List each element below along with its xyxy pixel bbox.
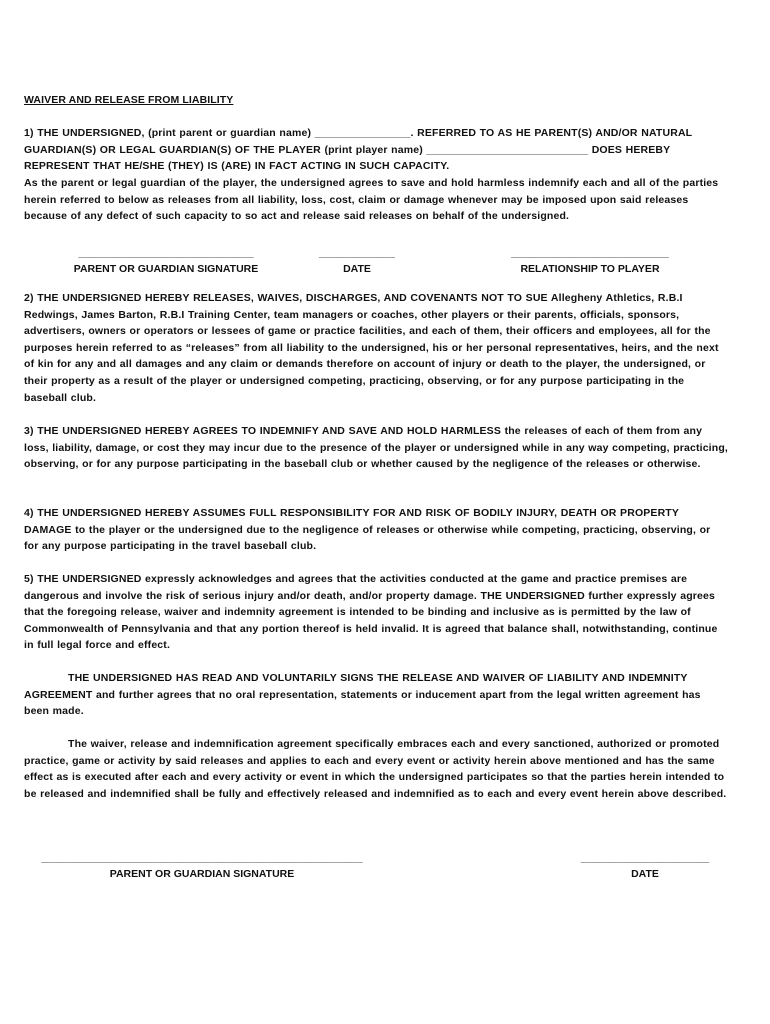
date-line: ______________________ [580, 852, 710, 864]
section-4-body: to the player or the undersigned due to the negligence of releases or otherwise while competing, practicing, observing, or for any purpose participating in the travel baseball club. [24, 523, 711, 553]
section-3-indemnify [24, 423, 728, 473]
relationship-line: ___________________________ [511, 247, 669, 259]
section-6-voluntary-signing [24, 670, 728, 720]
section-5-acknowledgement [24, 571, 728, 654]
date-line: _____________ [319, 247, 395, 259]
date-label: DATE [631, 868, 659, 880]
signature-label: PARENT OR GUARDIAN SIGNATURE [109, 868, 295, 880]
signature-line: _______________________________________________________ [41, 852, 363, 864]
section-7-scope [24, 736, 728, 802]
section-2-body: Allegheny Athletics, R.B.I Redwings, James Barton, R.B.I Training Center, team managers or coaches, other players or their parents, officials, sponsors, advertisers, owners or operators or lessees of game or practice facilities, and each of them, their officers and employees, all for the purposes herein referred to as “releases” from all liability to the undersigned, his or her personal representatives, heirs, and the next of kin for any and all damages and any claim or demands therefore on account of injury or death to the player, the undersigned, or their property as a result of the player or undersigned competing, practicing, observing, or for any purpose participating in the baseball club. [24, 292, 719, 404]
section-2-lead: 2) THE UNDERSIGNED HEREBY RELEASES, WAIVES, DISCHARGES, AND COVENANTS NOT TO SUE [24, 292, 548, 304]
section-3-lead: 3) THE UNDERSIGNED HEREBY AGREES TO INDEMNIFY AND SAVE AND HOLD HARMLESS [24, 425, 501, 437]
relationship-field[interactable] [498, 247, 682, 275]
section-7-body: The waiver, release and indemnification agreement specifically embraces each and every sanctioned, authorized or promoted practice, game or activity by said releases and applies to each and every event or activity herein above mentioned and has the same effect as is executed after each and every activity or event in which the undersigned participates so that the parties herein intended to be released and indemnified shall be fully and effectively released and indemnified as to each and every event herein above described. [24, 738, 727, 800]
document-title: WAIVER AND RELEASE FROM LIABILITY [24, 94, 234, 106]
date-field-2[interactable] [572, 852, 718, 880]
relationship-label: RELATIONSHIP TO PLAYER [520, 263, 660, 275]
signature-line: ______________________________ [78, 247, 254, 259]
section-4-responsibility [24, 505, 728, 555]
parent-signature-field-1[interactable] [66, 247, 266, 275]
date-field-1[interactable] [314, 247, 400, 275]
signature-label: PARENT OR GUARDIAN SIGNATURE [73, 263, 259, 275]
section-1-lead: 1) THE UNDERSIGNED, (print parent or guardian name) ________________. REFERRED TO AS HE PARENT(S) AND/OR NATURAL GUARDIAN(S) OR LEGAL GUARDIAN(S) OF THE PLAYER (print player name) ___________________________ DOES HEREBY REPRESENT THAT HE/SHE (THEY) IS (ARE) IN FACT ACTING IN SUCH CAPACITY. [24, 127, 693, 173]
section-6-body: and further agrees that no oral representation, statements or inducement apart from the legal written agreement has been made. [24, 688, 701, 718]
section-2-release [24, 290, 728, 406]
section-1-body: As the parent or legal guardian of the player, the undersigned agrees to save and hold harmless indemnify each and all of the parties herein referred to below as releases from all liability, loss, cost, claim or damage whenever may be imposed upon said releases because of any defect of such capacity to so act and release said releases on behalf of the undersigned. [24, 177, 719, 223]
section-5-lead: 5) THE UNDERSIGNED [24, 573, 142, 585]
section-1-representation [24, 125, 728, 175]
date-label: DATE [343, 263, 371, 275]
section-6-lead: THE UNDERSIGNED HAS READ AND VOLUNTARILY SIGNS THE RELEASE AND WAIVER OF LIABILITY AND INDEMNITY AGREEMENT [24, 672, 688, 701]
section-5-body: expressly acknowledges and agrees that the activities conducted at the game and practice premises are dangerous and involve the risk of serious injury and/or death, and/or property damage. THE UNDERSIGNED further expressly agrees that the foregoing release, waiver and indemnity agreement is intended to be binding and inclusive as is permitted by the law of Commonwealth of Pennsylvania and that any portion thereof is held invalid. It is agreed that balance shall, notwithstanding, continue in full legal force and effect. [24, 573, 718, 652]
parent-signature-field-2[interactable] [24, 852, 380, 880]
section-4-lead: 4) THE UNDERSIGNED HEREBY ASSUMES FULL RESPONSIBILITY FOR AND RISK OF BODILY INJURY, DEATH OR PROPERTY DAMAGE [24, 507, 679, 536]
section-3-body: the releases of each of them from any loss, liability, damage, or cost they may incur due to the presence of the player or undersigned while in any way competing, practicing, observing, or for any purpose participating in the baseball club or whether caused by the negligence of the releases or otherwise. [24, 425, 728, 471]
